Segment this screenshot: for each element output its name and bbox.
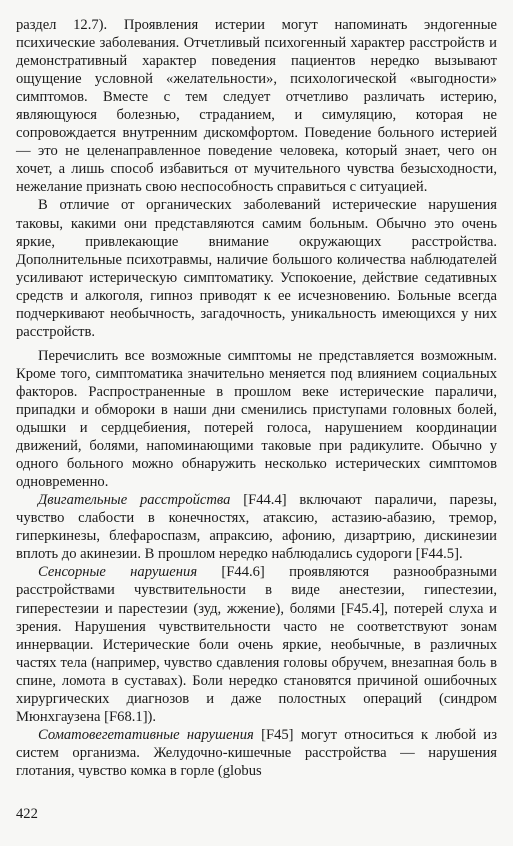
paragraph-4-text: [F44.4] включают параличи, парезы, чувство слабости в конечностях, атаксию, астазию-абазию, тремор, гиперкинезы, блефароспазм, апраксию, афонию, дизартрию, дискинезии вплоть до акинезии. В прошлом нередко наблюдались судороги [F44.5]. bbox=[16, 492, 497, 563]
paragraph-1-text: раздел 12.7). Проявления истерии могут напоминать эндогенные психические заболевания. Отчетливый психогенный характер расстройств и демонстративный характер поведения пациентов нередко вызывают ощущение условной «желательности», психологической «выгодности» симптомов. Вместе с тем следует отчетливо различать истерию, являющуюся болезнью, страданием, и симуляцию, которая не сопровождается внутренним дискомфортом. Поведение больного истерией — это не целенаправленное поведение человека, который знает, чего он хочет, а лишь способ избавиться от мучительного чувства безысходности, нежелание признать свою неспособность справиться с ситуацией. bbox=[16, 17, 497, 196]
page-body bbox=[16, 16, 497, 780]
paragraph-6-term: Соматовегетативные нарушения bbox=[38, 726, 254, 743]
paragraph-5 bbox=[16, 563, 497, 725]
paragraph-3-text: Перечислить все возможные симптомы не представляется возможным. Кроме того, симптоматика значительно меняется под влиянием социальных факторов. Распространенные в прошлом веке истерические параличи, припадки и обмороки в наши дни сменились приступами головных болей, одышки и сердцебиения, потерей голоса, нарушением координации движений, болями, напоминающими таковые при радикулите. Обычно у одного больного можно обнаружить несколько истерических симптомов одновременно. bbox=[16, 347, 497, 491]
paragraph-3 bbox=[16, 347, 497, 491]
paragraph-4 bbox=[16, 491, 497, 563]
page-number: 422 bbox=[16, 806, 38, 822]
paragraph-4-term: Двигательные расстройства bbox=[38, 492, 231, 509]
paragraph-1 bbox=[16, 16, 497, 196]
paragraph-6 bbox=[16, 726, 497, 780]
paragraph-2-text: В отличие от органических заболеваний истерические нарушения таковы, какими они представляются самим больным. Обычно это очень яркие, привлекающие внимание окружающих расстройства. Дополнительные психотравмы, наличие большого количества наблюдателей усиливают истерическую симптоматику. Успокоение, действие седативных средств и алкоголя, гипноз приводят к ее исчезновению. Больные всегда подчеркивают необычность, загадочность, уникальность имеющихся у них расстройств. bbox=[16, 197, 497, 340]
paragraph-6-text: [F45] могут относиться к любой из систем организма. Желудочно-кишечные расстройства — нарушения глотания, чувство комка в горле (globus bbox=[16, 726, 498, 779]
paragraph-2 bbox=[16, 196, 497, 340]
paragraph-5-term: Сенсорные нарушения bbox=[38, 564, 198, 581]
paragraph-5-text: [F44.6] проявляются разнообразными расстройствами чувствительности в виде анестезии, гипестезии, гиперестезии и парестезии (зуд, жжение), болями [F45.4], потерей слуха и зрения. Нарушения чувствительности часто не соответствуют зонам иннервации. Истерические боли очень яркие, необычные, в различных частях тела (например, чувство сдавления головы обручем, внезапная боль в спине, ломота в суставах). Боли нередко становятся причиной ошибочных хирургических диагнозов и даже полостных операций (синдром Мюнхгаузена [F68.1]). bbox=[16, 564, 497, 725]
